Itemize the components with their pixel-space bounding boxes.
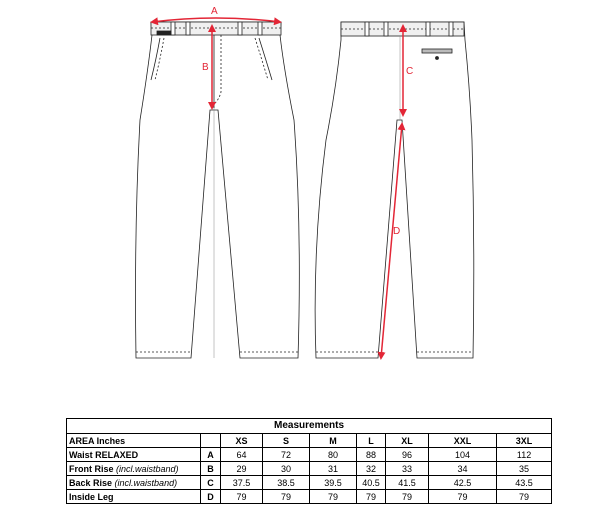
- belt-loop: [365, 22, 369, 36]
- back-outline: [315, 22, 474, 358]
- size-header: M: [310, 434, 357, 448]
- table-row: [67, 462, 552, 476]
- value-cell: 96: [386, 448, 429, 462]
- measure-d: [381, 124, 402, 358]
- value-cell: 79: [429, 490, 497, 504]
- belt-loop: [449, 22, 453, 36]
- table-title-row: [67, 419, 552, 434]
- value-cell: 37.5: [221, 476, 263, 490]
- value-cell: 39.5: [310, 476, 357, 490]
- label-a: A: [211, 6, 218, 17]
- value-cell: 38.5: [263, 476, 310, 490]
- size-header: 3XL: [497, 434, 552, 448]
- size-header: L: [357, 434, 386, 448]
- value-cell: 79: [310, 490, 357, 504]
- value-cell: 88: [357, 448, 386, 462]
- value-cell: 29: [221, 462, 263, 476]
- value-cell: 34: [429, 462, 497, 476]
- value-cell: 40.5: [357, 476, 386, 490]
- value-cell: 72: [263, 448, 310, 462]
- value-cell: 32: [357, 462, 386, 476]
- value-cell: 31: [310, 462, 357, 476]
- row-label: Waist RELAXED: [69, 449, 139, 460]
- value-cell: 79: [263, 490, 310, 504]
- header-code-blank: [201, 434, 221, 448]
- label-c: C: [406, 66, 414, 77]
- row-code: D: [201, 490, 221, 504]
- row-label-cell: [67, 448, 201, 462]
- value-cell: 104: [429, 448, 497, 462]
- belt-loop: [171, 22, 175, 35]
- front-view: [136, 22, 300, 358]
- size-header: S: [263, 434, 310, 448]
- measure-a: [152, 6, 280, 22]
- row-label: Inside Leg: [69, 491, 114, 502]
- size-header: XS: [221, 434, 263, 448]
- value-cell: 79: [386, 490, 429, 504]
- row-code: C: [201, 476, 221, 490]
- value-cell: 112: [497, 448, 552, 462]
- value-cell: 33: [386, 462, 429, 476]
- value-cell: 80: [310, 448, 357, 462]
- value-cell: 30: [263, 462, 310, 476]
- measurements-table: [66, 418, 552, 504]
- measure-b: [202, 26, 212, 108]
- row-label: Front Rise: [69, 463, 114, 474]
- left-pocket-opening: [151, 38, 160, 80]
- label-b: B: [202, 62, 209, 73]
- back-pocket-welt: [422, 49, 452, 53]
- value-cell: 79: [221, 490, 263, 504]
- table-row: [67, 476, 552, 490]
- row-label-cell: [67, 462, 201, 476]
- row-note: (incl.waistband): [116, 463, 179, 474]
- value-cell: 41.5: [386, 476, 429, 490]
- table-row: [67, 490, 552, 504]
- size-header: XXL: [429, 434, 497, 448]
- row-label-cell: [67, 476, 201, 490]
- value-cell: 64: [221, 448, 263, 462]
- value-cell: 42.5: [429, 476, 497, 490]
- row-label: Back Rise: [69, 477, 113, 488]
- label-d: D: [393, 226, 401, 237]
- back-view: [315, 22, 474, 358]
- value-cell: 79: [357, 490, 386, 504]
- table-row: [67, 448, 552, 462]
- belt-loop: [384, 22, 388, 36]
- value-cell: 35: [497, 462, 552, 476]
- belt-loop: [426, 22, 430, 36]
- row-code: A: [201, 448, 221, 462]
- value-cell: 43.5: [497, 476, 552, 490]
- belt-loop: [186, 22, 190, 35]
- belt-loop: [258, 22, 262, 35]
- row-code: B: [201, 462, 221, 476]
- value-cell: 79: [497, 490, 552, 504]
- header-label: AREA Inches: [67, 434, 201, 448]
- row-label-cell: [67, 490, 201, 504]
- table-header-row: [67, 434, 552, 448]
- row-note: (incl.waistband): [114, 477, 178, 488]
- size-header: XL: [386, 434, 429, 448]
- table-title: Measurements: [67, 419, 552, 434]
- front-outline: [136, 22, 300, 358]
- brand-tab: [157, 31, 171, 35]
- right-pocket-opening: [259, 38, 272, 80]
- measure-c: [403, 26, 413, 115]
- belt-loop: [238, 22, 242, 35]
